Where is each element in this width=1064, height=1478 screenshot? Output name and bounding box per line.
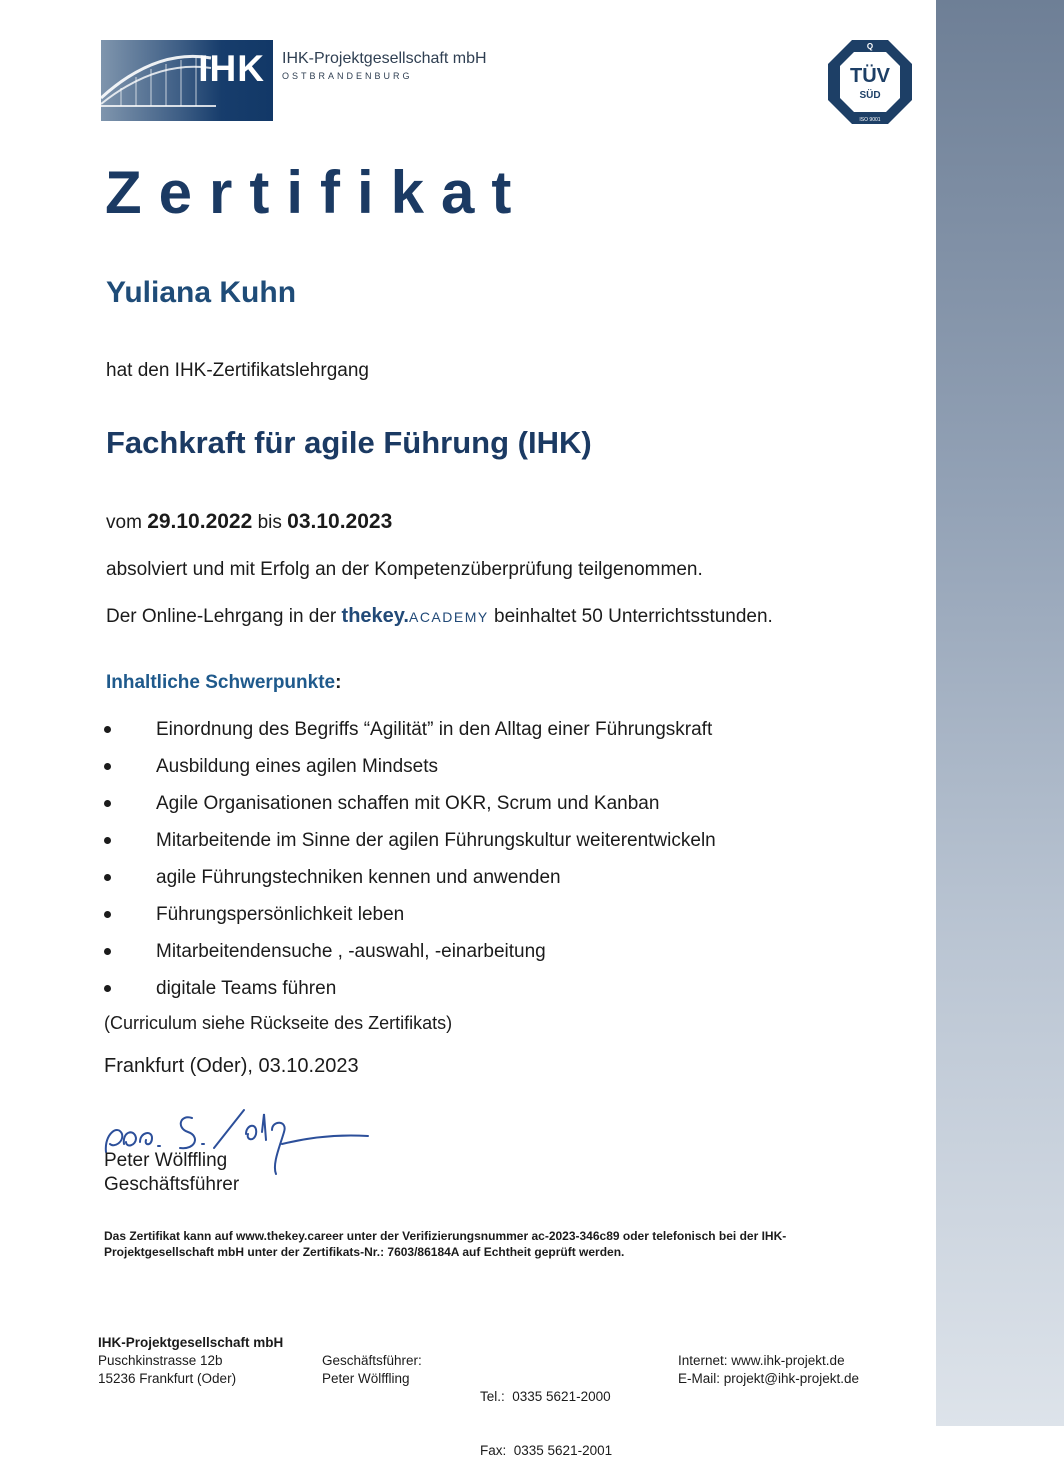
verification-line-2: Projektgesellschaft mbH unter der Zertifikats-Nr.: 7603/86184A auf Echtheit geprüft werden. [104, 1245, 625, 1259]
list-item [104, 939, 716, 976]
logo-text: IHK [198, 48, 265, 89]
signer-role: Geschäftsführer [104, 1174, 240, 1195]
topic-text: digitale Teams führen [156, 978, 337, 999]
footer-tel: Tel.: 0335 5621-2000 [480, 1389, 611, 1404]
list-item [104, 902, 716, 939]
verification-note [104, 1228, 904, 1260]
signer-name: Peter Wölffling [104, 1150, 228, 1171]
thekey-brand: thekey [341, 605, 404, 627]
org-region: OSTBRANDENBURG [282, 71, 413, 81]
footer-fax: Fax: 0335 5621-2001 [480, 1443, 613, 1458]
date-mid: bis [257, 512, 282, 533]
decorative-side-band [936, 0, 1064, 1426]
recipient-name: Yuliana Kuhn [106, 276, 297, 309]
org-name: IHK-Projektgesellschaft mbH [282, 50, 487, 67]
certificate-title: Zertifikat [105, 159, 529, 226]
topic-text: Einordnung des Begriffs “Agilität” in den Alltag einer Führungskraft [156, 719, 713, 740]
list-item [104, 865, 716, 902]
topic-text: agile Führungstechniken kennen und anwenden [156, 867, 561, 888]
list-item [104, 791, 716, 828]
date-from: 29.10.2022 [147, 510, 253, 533]
footer-city: 15236 Frankfurt (Oder) [98, 1371, 237, 1386]
passed-text: absolviert und mit Erfolg an der Kompetenzüberprüfung teilgenommen. [106, 559, 703, 580]
seal-main: TÜV [850, 65, 890, 87]
footer-management [322, 1352, 422, 1388]
footer-address [98, 1334, 283, 1388]
ihk-logo [101, 40, 273, 121]
bullet-icon [104, 874, 111, 881]
course-dates [106, 510, 392, 534]
list-item [104, 828, 716, 865]
date-to: 03.10.2023 [287, 510, 393, 533]
online-post: beinhaltet 50 Unterrichtsstunden. [494, 606, 773, 627]
intro-text: hat den IHK-Zertifikatslehrgang [106, 360, 369, 381]
bullet-icon [104, 985, 111, 992]
curriculum-note: (Curriculum siehe Rückseite des Zertifikats) [104, 1013, 453, 1033]
brand-academy: ACADEMY [408, 609, 489, 625]
tuv-seal-icon [826, 38, 914, 126]
footer-gf-label: Geschäftsführer: [322, 1353, 422, 1368]
bullet-icon [104, 837, 111, 844]
topics-heading-colon: : [335, 672, 342, 693]
bullet-icon [104, 800, 111, 807]
topic-text: Ausbildung eines agilen Mindsets [156, 756, 439, 777]
bullet-icon [104, 763, 111, 770]
handwritten-signature [96, 1104, 376, 1184]
footer-gf-name: Peter Wölffling [322, 1371, 410, 1386]
online-pre: Der Online-Lehrgang in der [106, 606, 337, 627]
list-item [104, 717, 716, 754]
footer-contact [678, 1352, 859, 1388]
seal-top: Q [866, 42, 874, 51]
topics-list [104, 717, 716, 1013]
list-item [104, 754, 716, 791]
verification-line-1: Das Zertifikat kann auf www.thekey.career unter der Verifizierungsnummer ac-2023-346c89 oder telefonisch bei der IHK- [104, 1229, 787, 1243]
footer-email: E-Mail: projekt@ihk-projekt.de [678, 1371, 860, 1386]
brand-dot: . [403, 605, 409, 627]
bullet-icon [104, 911, 111, 918]
seal-iso: ISO 9001 [859, 117, 881, 123]
course-title: Fachkraft für agile Führung (IHK) [106, 425, 592, 460]
topics-heading [106, 672, 341, 694]
bullet-icon [104, 726, 111, 733]
topic-text: Agile Organisationen schaffen mit OKR, Scrum und Kanban [156, 793, 660, 814]
topic-text: Führungspersönlichkeit leben [156, 904, 405, 925]
footer-phone [480, 1352, 612, 1478]
online-course-text [106, 605, 773, 628]
list-item [104, 976, 716, 1013]
place-date: Frankfurt (Oder), 03.10.2023 [104, 1055, 359, 1077]
seal-sub: SÜD [859, 90, 881, 101]
topic-text: Mitarbeitende im Sinne der agilen Führungskultur weiterentwickeln [156, 830, 716, 851]
topic-text: Mitarbeitendensuche , -auswahl, -einarbeitung [156, 941, 546, 962]
topics-heading-text: Inhaltliche Schwerpunkte [106, 672, 336, 693]
bullet-icon [104, 948, 111, 955]
date-prefix: vom [106, 512, 142, 533]
footer-internet: Internet: www.ihk-projekt.de [678, 1353, 845, 1368]
footer-street: Puschkinstrasse 12b [98, 1353, 223, 1368]
footer-company: IHK-Projektgesellschaft mbH [98, 1335, 284, 1350]
